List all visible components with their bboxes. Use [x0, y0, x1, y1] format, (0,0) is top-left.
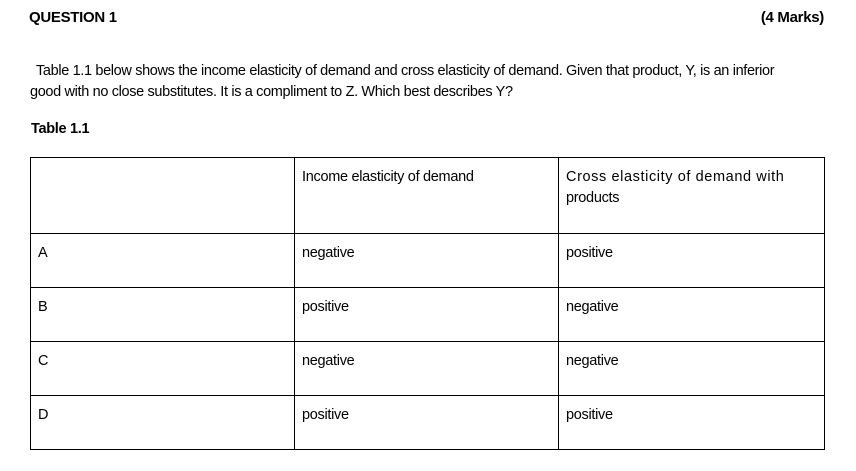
income-cell [295, 234, 559, 288]
option-cell [31, 396, 295, 450]
table-row [31, 342, 825, 396]
cross-cell [559, 396, 825, 450]
income-cell [295, 396, 559, 450]
header-cross-elasticity [559, 158, 824, 209]
question-title: QUESTION 1 [29, 9, 117, 26]
income-value: negative [302, 245, 355, 261]
question-text [30, 61, 830, 103]
question-marks: (4 Marks) [760, 9, 824, 26]
cross-cell [559, 288, 825, 342]
cross-value: positive [566, 407, 613, 423]
header-cell-option [31, 158, 295, 234]
option-label: B [38, 299, 48, 315]
table-row [31, 396, 825, 450]
cross-value: negative [566, 353, 619, 369]
option-cell [31, 342, 295, 396]
income-value: positive [302, 299, 349, 315]
table-row [31, 234, 825, 288]
option-cell [31, 234, 295, 288]
cross-value: negative [566, 299, 619, 315]
elasticity-table [30, 157, 825, 450]
header-cell-income [295, 158, 559, 234]
header-income-elasticity: Income elasticity of demand [302, 169, 474, 185]
cross-cell [559, 342, 825, 396]
question-text-line-2: good with no close substitutes. It is a compliment to Z. Which best describes Y? [30, 84, 513, 100]
income-value: positive [302, 407, 349, 423]
income-value: negative [302, 353, 355, 369]
option-label: C [38, 353, 49, 369]
option-label: D [38, 407, 49, 423]
option-label: A [38, 245, 48, 261]
header-cross-line-1: Cross elasticity of demand with [566, 169, 785, 185]
cross-cell [559, 234, 825, 288]
option-cell [31, 288, 295, 342]
income-cell [295, 288, 559, 342]
table-row [31, 288, 825, 342]
table-header-row [31, 158, 825, 234]
income-cell [295, 342, 559, 396]
header-cross-line-2: products [566, 190, 620, 206]
table-label: Table 1.1 [31, 121, 90, 137]
question-text-line-1: Table 1.1 below shows the income elasticity of demand and cross elasticity of demand. Given that product, Y, is an inferior [36, 63, 775, 79]
header-cell-cross [559, 158, 825, 234]
header-option-label [31, 158, 294, 167]
cross-value: positive [566, 245, 613, 261]
